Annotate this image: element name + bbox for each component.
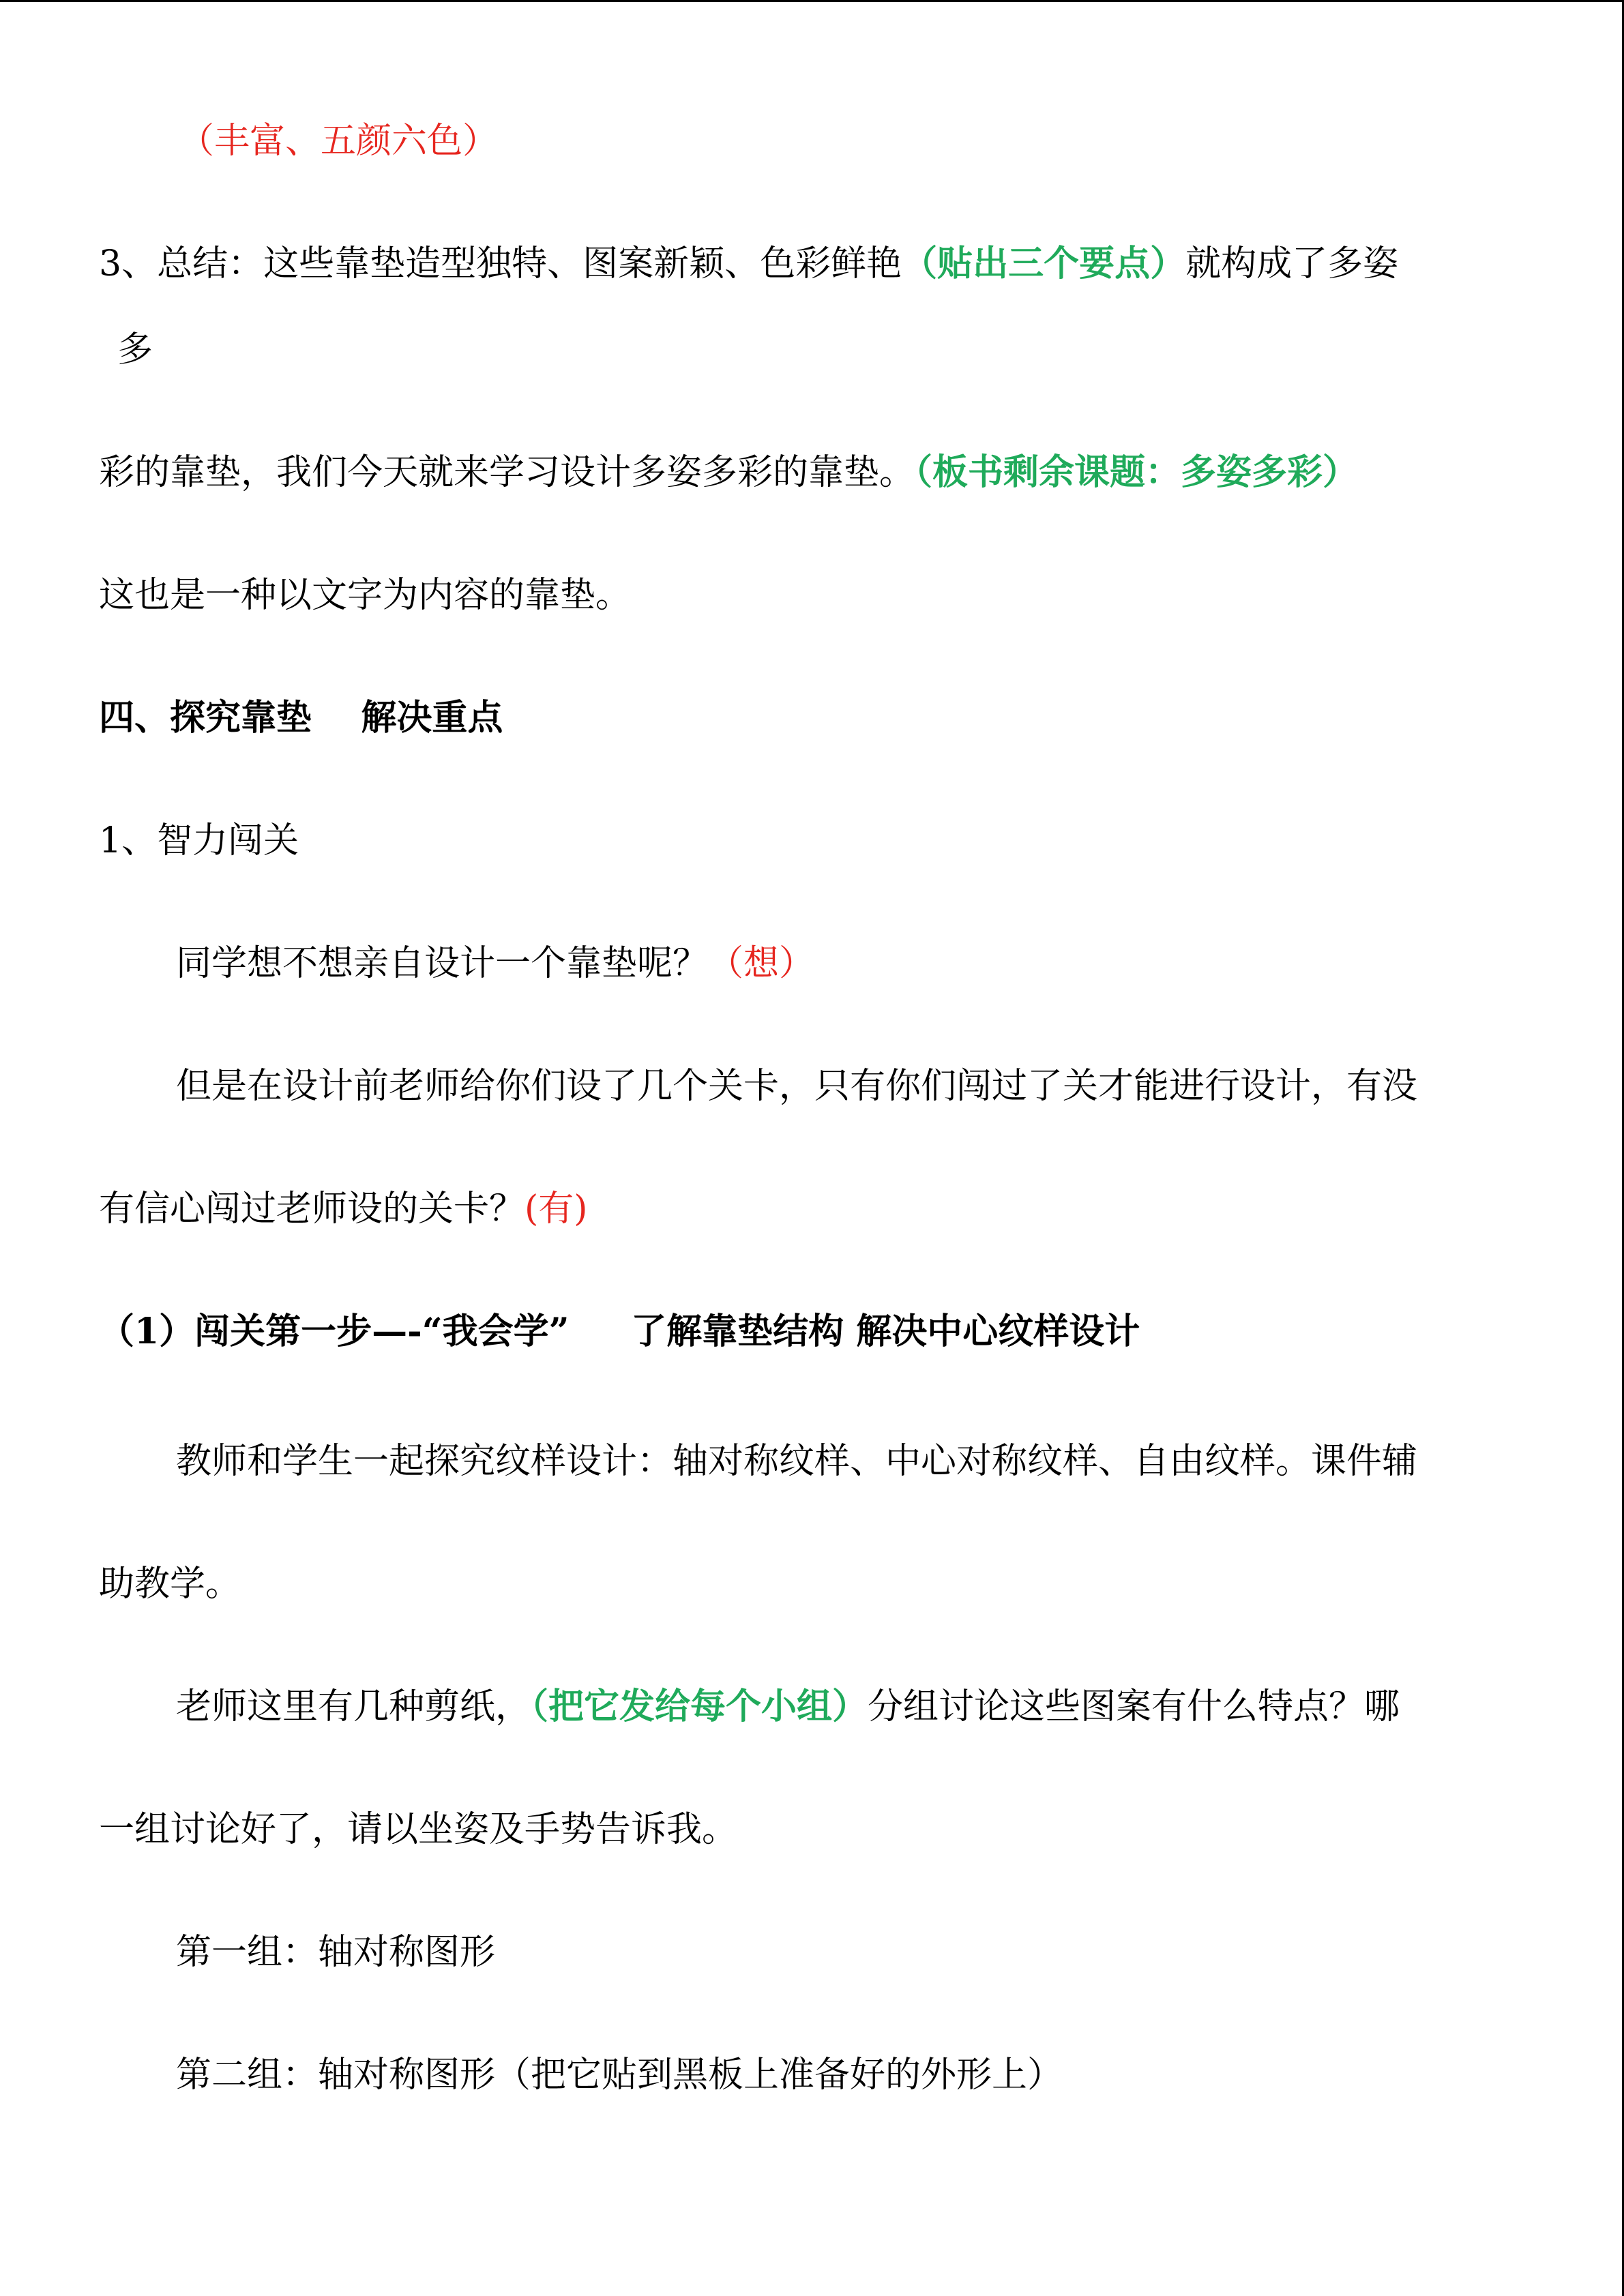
text-line [176,1062,1417,1110]
text-line [179,117,498,165]
text-line [176,1437,1417,1485]
section-heading-text: 四、探究靠垫 解决重点 [99,697,503,739]
text-line [99,1560,241,1608]
red-annotation: (有) [525,1189,588,1229]
body-text-end: 分组讨论这些图案有什么特点？哪 [868,1686,1400,1727]
body-text: 同学想不想亲自设计一个靠垫呢？ [176,943,709,984]
text-line [99,1806,737,1853]
section-heading [99,694,503,742]
text-line [176,1928,495,1976]
body-text: 老师这里有几种剪纸， [176,1686,531,1727]
body-text: 教师和学生一起探究纹样设计：轴对称纹样、中心对称纹样、自由纹样。课件辅 [176,1441,1418,1482]
green-annotation: （贴出三个要点） [902,243,1186,284]
text-line [99,571,631,619]
green-annotation: （把它发给每个小组） [531,1686,868,1727]
red-annotation: （丰富、五颜六色） [179,121,499,162]
text-line [99,1185,588,1233]
body-text: 有信心闯过老师设的关卡？ [99,1189,525,1229]
text-line [176,940,814,987]
subsection-heading-text: 1、智力闯关 [99,820,299,861]
body-text: 这也是一种以文字为内容的靠垫。 [99,575,632,616]
body-text: 一组讨论好了，请以坐姿及手势告诉我。 [99,1809,738,1850]
text-line [176,2051,1063,2099]
body-text: 彩的靠垫，我们今天就来学习设计多姿多彩的靠垫。 [99,452,915,493]
group-text: 第一组：轴对称图形 [176,1932,496,1973]
text-line [176,1683,1400,1731]
text-line [117,326,153,374]
body-text: 助教学。 [99,1564,241,1605]
body-text: 但是在设计前老师给你们设了几个关卡，只有你们闯过了关才能进行设计，有没 [176,1066,1418,1107]
text-line [99,240,1398,288]
green-annotation: （板书剩余课题：多姿多彩） [915,451,1359,493]
summary-text-end: 就构成了多姿 [1185,243,1399,284]
subsection-heading [99,817,299,865]
text-line [99,449,1358,496]
step-heading-text: （1）闯关第一步—-“我会学” 了解靠垫结构 解决中心纹样设计 [99,1311,1140,1352]
step-heading [99,1308,1140,1356]
red-annotation: （想） [708,943,815,984]
group-text: 第二组：轴对称图形（把它贴到黑板上准备好的外形上） [176,2055,1063,2096]
wrapped-char: 多 [117,329,153,370]
summary-text: 3、总结：这些靠垫造型独特、图案新颖、色彩鲜艳 [99,243,902,284]
